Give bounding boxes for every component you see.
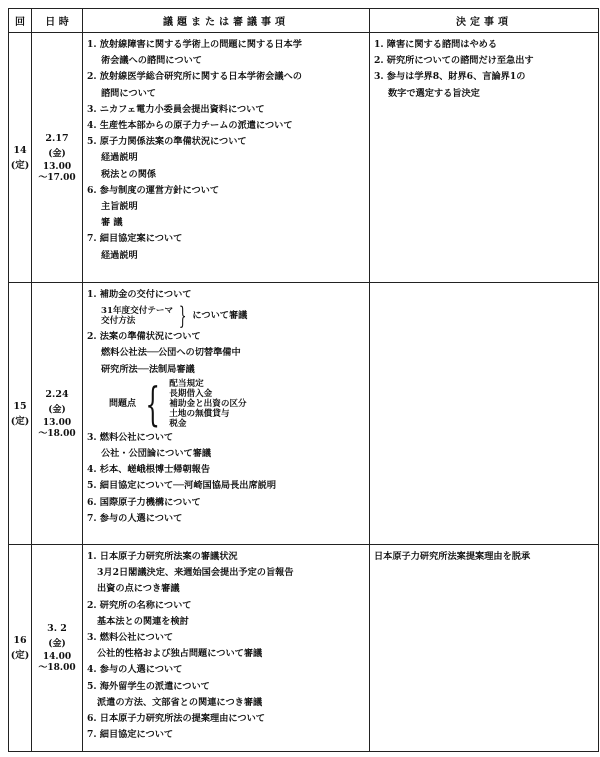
agenda-line: 5. 細目協定について──河崎国協局長出席説明 xyxy=(87,480,277,492)
agenda-line: 経過説明 xyxy=(101,249,138,261)
meeting-date: 3. 2 xyxy=(47,623,67,634)
agenda-line: 7. 参与の人選について xyxy=(87,512,183,524)
time-start: 13.00 xyxy=(42,417,72,428)
agenda-cell xyxy=(83,283,370,545)
header-decision: 決定事項 xyxy=(370,9,599,33)
agenda-cell xyxy=(83,33,370,283)
minutes-table xyxy=(8,8,599,752)
table-row xyxy=(9,545,599,752)
time-end: ～18.00 xyxy=(38,663,76,673)
meeting-date: 2.24 xyxy=(45,388,69,400)
issue-item: 配当規定 xyxy=(169,378,204,389)
agenda-cell xyxy=(83,545,370,752)
agenda-line: 公社・公団論について審議 xyxy=(101,448,212,460)
brace-item: 交付方法 xyxy=(101,316,136,327)
meeting-number: 16 xyxy=(13,635,27,646)
meeting-number: 14 xyxy=(13,144,27,156)
agenda-line: 1. 日本原子力研究所法案の審議状況 xyxy=(87,551,238,562)
agenda-line: 税法との関係 xyxy=(101,168,157,180)
issue-item: 長期借入金 xyxy=(169,388,213,399)
meeting-number: 15 xyxy=(13,400,27,412)
agenda-line: 3. ニカフェ電力小委員会提出資料について xyxy=(87,103,265,115)
decision-line: 日本原子力研究所法案提案理由を脱承 xyxy=(374,551,531,562)
issue-item: 税金 xyxy=(169,418,187,429)
agenda-line: 諮問について xyxy=(101,87,156,99)
time-end: ～17.00 xyxy=(38,172,76,183)
meeting-type: (定) xyxy=(10,415,30,427)
agenda-line: 燃料公社法──公団への切替準備中 xyxy=(101,347,241,359)
agenda-line: 5. 原子力関係法案の準備状況について xyxy=(87,136,247,148)
decision-cell xyxy=(370,33,599,283)
minutes-document xyxy=(8,8,594,751)
decision-line: 3. 参与は学界8、財界6、言論界1の xyxy=(374,71,526,83)
brace-icon: { xyxy=(145,376,160,431)
header-date: 日 時 xyxy=(32,9,83,33)
agenda-line: 公社的性格および独占問題について審議 xyxy=(97,648,263,660)
date-cell xyxy=(32,283,83,545)
header-row xyxy=(9,9,599,33)
issues-label: 問題点 xyxy=(109,398,137,409)
meeting-cell xyxy=(9,283,32,545)
agenda-line: 2. 研究所の名称について xyxy=(87,599,192,611)
agenda-line: 1. 放射線障害に関する学術上の問題に関する日本学 xyxy=(87,39,302,50)
time-end: ～18.00 xyxy=(38,428,76,439)
issues-group xyxy=(87,376,367,431)
brace-item: 31年度交付テーマ xyxy=(101,306,174,317)
decision-line: 1. 障害に関する諮問はやめる xyxy=(374,39,498,50)
table-row xyxy=(9,283,599,545)
time-start: 14.00 xyxy=(42,652,72,662)
agenda-line: 経過説明 xyxy=(101,152,138,164)
meeting-weekday: (金) xyxy=(48,639,66,649)
agenda-line: 6. 国際原子力機構について xyxy=(87,496,201,508)
agenda-line: 2. 放射線医学総合研究所に関する日本学術会議への xyxy=(87,71,302,83)
time-start: 13.00 xyxy=(42,161,72,172)
agenda-line: 3月2日閣議決定、来週始国会提出予定の旨報告 xyxy=(97,567,294,579)
meeting-weekday: (金) xyxy=(48,148,66,159)
table-row xyxy=(9,33,599,283)
brace-group xyxy=(87,302,367,331)
date-cell xyxy=(32,545,83,752)
agenda-line: 1. 補助金の交付について xyxy=(87,289,192,300)
agenda-line: 基本法との関連を検討 xyxy=(97,615,189,627)
header-agenda: 議題または審議事項 xyxy=(83,9,370,33)
agenda-line: 術会議への諮問について xyxy=(101,55,202,67)
agenda-line: 4. 生産性本部からの原子力チームの派遣について xyxy=(87,120,293,132)
agenda-line: 7. 細目協定案について xyxy=(87,233,183,245)
agenda-line: 4. 杉本、嵯峨根博士帰朝報告 xyxy=(87,464,211,476)
agenda-line: 5. 海外留学生の派遣について xyxy=(87,680,210,692)
decision-cell xyxy=(370,545,599,752)
agenda-line: 3. 燃料公社について xyxy=(87,431,174,443)
brace-suffix: について審議 xyxy=(192,310,248,322)
decision-line: 数字で選定する旨決定 xyxy=(388,87,480,99)
agenda-line: 派遣の方法、文部省との関連につき審議 xyxy=(97,696,263,708)
agenda-line: 6. 日本原子力研究所法の提案理由について xyxy=(87,713,265,725)
agenda-line: 研究所法──法制局審議 xyxy=(101,363,195,375)
agenda-line: 3. 燃料公社について xyxy=(87,632,174,644)
issue-item: 土地の無償貸与 xyxy=(169,408,230,419)
agenda-line: 審 議 xyxy=(101,217,123,229)
agenda-line: 6. 参与制度の運営方針について xyxy=(87,184,220,196)
header-meeting: 回 xyxy=(9,9,32,33)
issue-item: 補助金と出資の区分 xyxy=(169,398,247,409)
agenda-line: 7. 細目協定について xyxy=(87,729,174,741)
agenda-line: 主旨説明 xyxy=(101,201,138,213)
agenda-line: 出資の点につき審議 xyxy=(97,583,180,595)
brace-icon: } xyxy=(178,302,187,331)
date-cell xyxy=(32,33,83,283)
meeting-cell xyxy=(9,545,32,752)
meeting-cell xyxy=(9,33,32,283)
meeting-type: (定) xyxy=(10,159,30,171)
decision-line: 2. 研究所についての諮問だけ至急出す xyxy=(374,55,534,67)
agenda-line: 2. 法案の準備状況について xyxy=(87,331,201,343)
agenda-line: 4. 参与の人選について xyxy=(87,664,183,676)
meeting-date: 2.17 xyxy=(45,132,69,144)
decision-cell xyxy=(370,283,599,545)
meeting-type: (定) xyxy=(10,650,30,661)
meeting-weekday: (金) xyxy=(48,404,66,415)
